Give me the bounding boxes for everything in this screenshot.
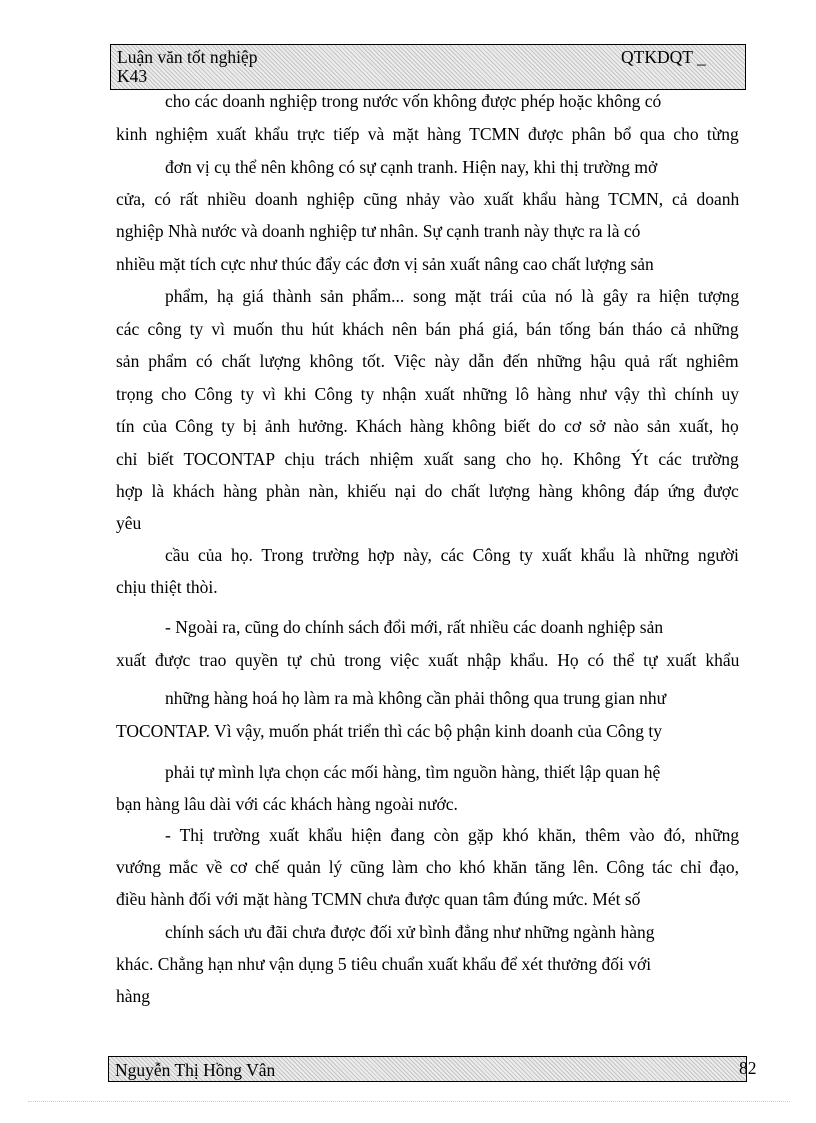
header-course-code: QTKDQT _ <box>621 47 706 67</box>
text-line: trọng cho Công ty vì khi Công ty nhận xuất những lô hàng như vậy thì chính uy <box>116 384 739 404</box>
footer-author: Nguyễn Thị Hồng Vân <box>115 1060 276 1080</box>
header-title-line1: Luận văn tốt nghiệp <box>117 47 258 67</box>
text-line: chịu thiệt thòi. <box>116 577 218 597</box>
text-line: kinh nghiệm xuất khẩu trực tiếp và mặt hàng TCMN được phân bổ qua cho từng <box>116 124 739 144</box>
text-line: cho các doanh nghiệp trong nước vốn không được phép hoặc không có <box>165 91 662 111</box>
page-header <box>110 44 746 90</box>
text-line: hợp là khách hàng phàn nàn, khiếu nại do chất lượng hàng không đáp ứng được <box>116 481 739 501</box>
text-line: vướng mắc về cơ chế quản lý cũng làm cho khó khăn tăng lên. Công tác chỉ đạo, <box>116 857 739 877</box>
text-line: nhiều mặt tích cực như thúc đẩy các đơn vị sản xuất nâng cao chất lượng sản <box>116 254 654 274</box>
header-title <box>117 48 257 86</box>
text-line: điều hành đối với mặt hàng TCMN chưa được quan tâm đúng mức. Mét số <box>116 889 641 909</box>
text-line: chỉ biết TOCONTAP chịu trách nhiệm xuất sang cho họ. Không Ýt các trường <box>116 449 739 469</box>
text-line: xuất được trao quyền tự chủ trong việc xuất nhập khẩu. Họ có thể tự xuất khẩu <box>116 650 740 670</box>
header-title-line2: K43 <box>117 66 148 86</box>
text-line: nghiệp Nhà nước và doanh nghiệp tư nhân. Sự cạnh tranh này thực ra là có <box>116 221 641 241</box>
text-line: - Thị trường xuất khẩu hiện đang còn gặp khó khăn, thêm vào đó, những <box>165 825 740 845</box>
text-line: yêu <box>116 513 142 533</box>
text-line: phẩm, hạ giá thành sản phẩm... song mặt trái của nó là gây ra hiện tượng <box>165 286 740 306</box>
page-bottom-divider <box>28 1101 790 1102</box>
text-line: chính sách ưu đãi chưa được đối xử bình đẳng như những ngành hàng <box>165 922 655 942</box>
text-line: TOCONTAP. Vì vậy, muốn phát triển thì các bộ phận kinh doanh của Công ty <box>116 721 663 741</box>
text-line: cầu của họ. Trong trường hợp này, các Công ty xuất khẩu là những người <box>165 545 739 565</box>
text-line: cửa, có rất nhiều doanh nghiệp cũng nhảy vào xuất khẩu hàng TCMN, cả doanh <box>116 189 740 209</box>
page-number: 82 <box>739 1058 757 1078</box>
text-line: phải tự mình lựa chọn các mối hàng, tìm nguồn hàng, thiết lập quan hệ <box>165 762 661 782</box>
text-line: những hàng hoá họ làm ra mà không cần phải thông qua trung gian như <box>165 688 667 708</box>
text-line: tín của Công ty bị ảnh hưởng. Khách hàng không biết do cơ sở nào sản xuất, họ <box>116 416 739 436</box>
text-line: các công ty vì muốn thu hút khách nên bán phá giá, bán tống bán tháo cả những <box>116 319 739 339</box>
page-footer <box>108 1056 747 1082</box>
text-line: hàng <box>116 986 151 1006</box>
text-line: - Ngoài ra, cũng do chính sách đổi mới, rất nhiều các doanh nghiệp sản <box>165 617 664 637</box>
text-line: khác. Chẳng hạn như vận dụng 5 tiêu chuẩn xuất khẩu để xét thưởng đối với <box>116 954 652 974</box>
text-line: bạn hàng lâu dài với các khách hàng ngoài nước. <box>116 794 458 814</box>
text-line: đơn vị cụ thể nên không có sự cạnh tranh. Hiện nay, khi thị trường mở <box>165 157 658 177</box>
text-line: sản phẩm có chất lượng không tốt. Việc này dẫn đến những hậu quả rất nghiêm <box>116 351 739 371</box>
